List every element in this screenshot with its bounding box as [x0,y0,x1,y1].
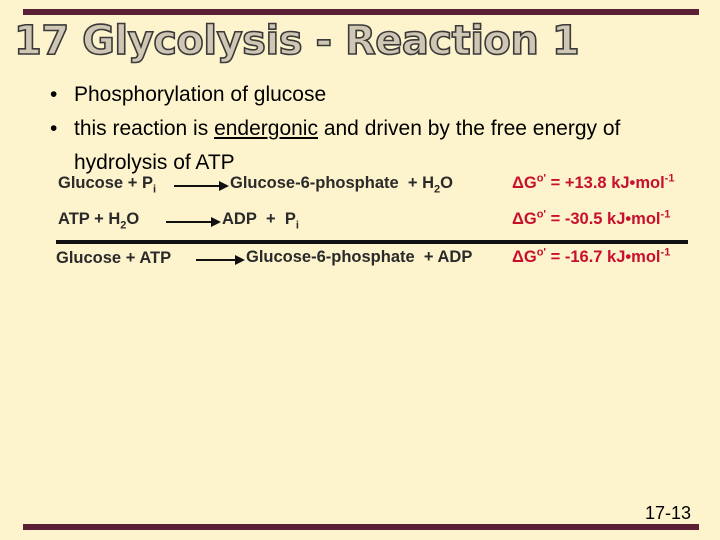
reaction-3-reactants: Glucose + ATP [56,249,172,267]
reaction-equations [50,168,696,276]
reaction-1-products: Glucose-6-phosphate + $H_2O$ [230,174,453,196]
sum-divider-line [56,240,688,244]
reaction-3-products: Glucose-6-phosphate + ADP [246,248,473,266]
reaction-2-products: ADP + $P_i$ [222,210,299,232]
reaction-1-reactants: $Glucose + P_i$ [58,174,157,196]
reaction-1-delta-g: $\Delta G^{o'} = +13.8$ kJ•mol$^{-1}$ [512,172,675,192]
reaction-3-delta-g: $\Delta G^{o'} = -16.7$ kJ•mol$^{-1}$ [512,246,671,266]
bullet-dot: • [50,83,58,106]
reaction-2-delta-g: $\Delta G^{o'} = -30.5$ kJ•mol$^{-1}$ [512,208,671,228]
reaction-2-reactants: ATP + $H_2O$ [58,210,140,232]
bullet-dot: • [50,117,58,140]
bullet-text-pre: this reaction is [74,117,215,140]
bullet-text-post: and driven by the free energy of hydrolysis of ATP [74,117,621,174]
bullet-text: Phosphorylation of glucose [74,83,327,106]
page-title: 17 Glycolysis - Reaction 1 [14,18,580,64]
bottom-rule [23,524,699,530]
top-rule [23,9,699,15]
slide-number: 17-13 [644,503,691,523]
bullet-list [50,78,690,180]
reaction-1-arrow [174,185,220,187]
reaction-3-arrow [196,259,236,261]
bullet-item [50,78,690,112]
reaction-2-arrow [166,221,212,223]
bullet-text-underlined: endergonic [214,117,318,140]
